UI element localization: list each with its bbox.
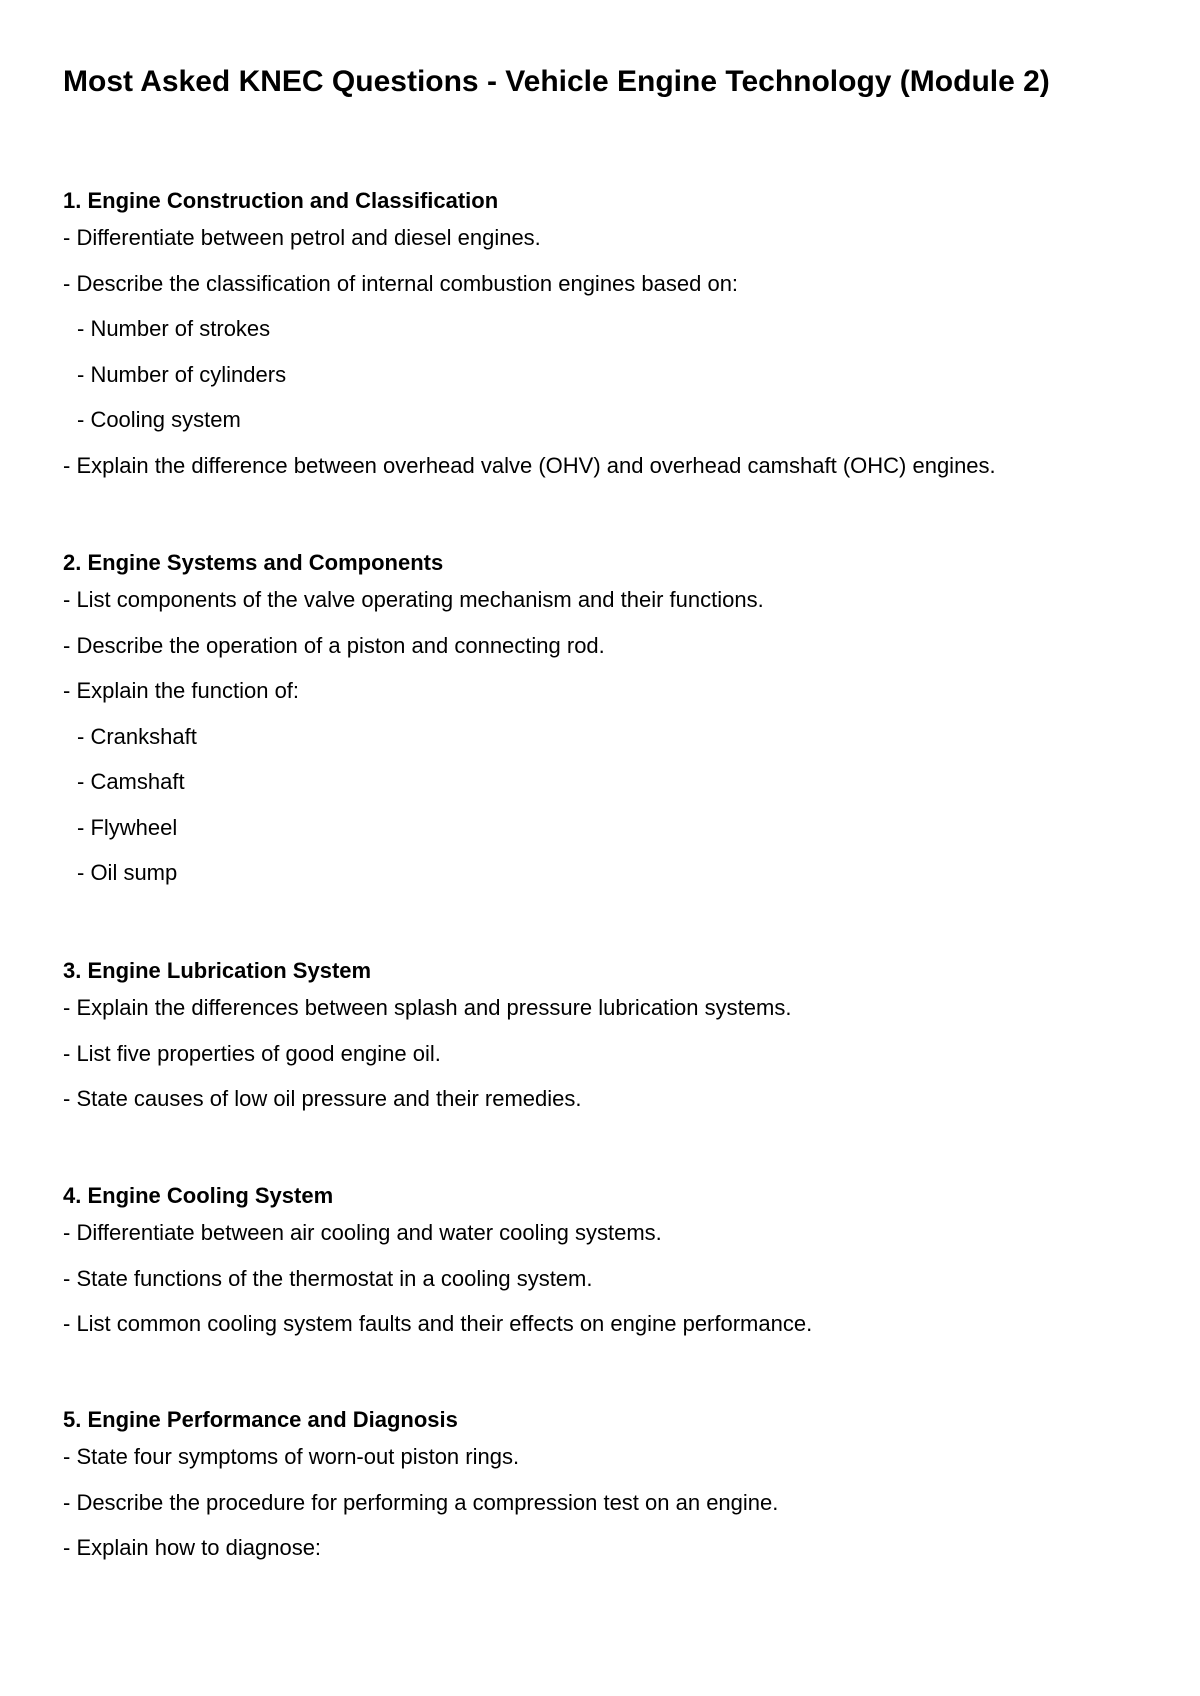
- section-engine-construction: [63, 186, 1163, 496]
- question-item: - Explain the function of:: [63, 678, 300, 703]
- question-item: - State four symptoms of worn-out piston rings.: [63, 1444, 520, 1469]
- section-engine-systems: [63, 548, 1163, 904]
- question-item: - List components of the valve operating mechanism and their functions.: [63, 587, 764, 612]
- section-performance-diagnosis: [63, 1405, 1163, 1579]
- question-item: - List five properties of good engine oil.: [63, 1040, 441, 1066]
- question-item: - Explain how to diagnose:: [63, 1535, 322, 1560]
- sub-item: - Oil sump: [77, 860, 178, 885]
- question-item: - Describe the classification of internal combustion engines based on:: [63, 270, 739, 296]
- question-item: - Describe the operation of a piston and connecting rod.: [63, 632, 605, 658]
- document-title: Most Asked KNEC Questions - Vehicle Engine Technology (Module 2): [63, 65, 1050, 98]
- section-heading: 4. Engine Cooling System: [63, 1183, 334, 1208]
- question-item: - State functions of the thermostat in a cooling system.: [63, 1265, 593, 1291]
- question-item: - Differentiate between air cooling and water cooling systems.: [63, 1220, 662, 1245]
- question-item: - List common cooling system faults and their effects on engine performance.: [63, 1311, 813, 1336]
- question-item: - State causes of low oil pressure and their remedies.: [63, 1086, 582, 1111]
- section-heading: 2. Engine Systems and Components: [63, 550, 444, 575]
- section-lubrication: [63, 956, 1163, 1130]
- sub-item: - Flywheel: [77, 814, 178, 840]
- question-item: - Explain the differences between splash and pressure lubrication systems.: [63, 995, 792, 1020]
- question-item: - Explain the difference between overhead valve (OHV) and overhead camshaft (OHC) engines.: [63, 452, 996, 478]
- sub-item: - Number of strokes: [77, 316, 271, 341]
- sub-item: - Camshaft: [77, 769, 185, 794]
- sub-item: - Cooling system: [77, 407, 241, 432]
- section-heading: 1. Engine Construction and Classification: [63, 188, 499, 213]
- sub-item: - Number of cylinders: [77, 361, 287, 387]
- sub-item: - Crankshaft: [77, 723, 197, 749]
- question-item: - Differentiate between petrol and diesel engines.: [63, 225, 541, 250]
- question-item: - Describe the procedure for performing a compression test on an engine.: [63, 1489, 779, 1515]
- section-cooling: [63, 1181, 1163, 1355]
- section-heading: 5. Engine Performance and Diagnosis: [63, 1407, 458, 1432]
- section-heading: 3. Engine Lubrication System: [63, 958, 372, 983]
